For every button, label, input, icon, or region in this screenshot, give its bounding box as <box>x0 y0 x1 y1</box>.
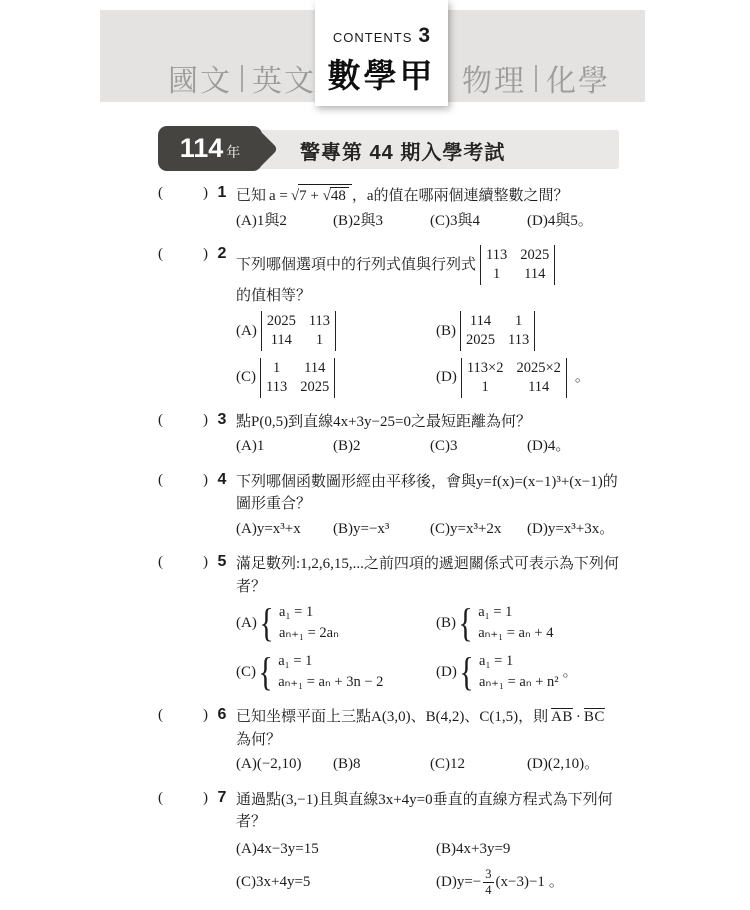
option-suffix: 。 <box>574 369 590 386</box>
subject-label: 英文 <box>252 65 316 98</box>
text-segment: ，a的值在哪兩個連續整數之間？ <box>351 187 569 204</box>
option-d: (D)4與5。 <box>527 212 593 229</box>
option-b: (B)2 <box>333 438 361 455</box>
option-c: (C)3 <box>430 438 458 455</box>
det-cell: 2025 <box>266 313 296 330</box>
case-lines <box>479 651 559 693</box>
determinant <box>260 358 335 398</box>
option-a: (A)y=x³+x <box>236 520 301 537</box>
det-cell: 114 <box>528 378 550 395</box>
text-segment: 7 + <box>299 188 319 204</box>
answer-blank <box>158 789 208 897</box>
year-badge <box>158 126 262 171</box>
subject-label: 化學 <box>546 65 610 98</box>
option-suffix: 。 <box>562 663 578 680</box>
subject-divider <box>535 65 537 92</box>
case-lines <box>279 602 339 644</box>
determinant <box>460 311 535 351</box>
question-number: 7 <box>217 788 227 806</box>
option-d <box>436 358 624 398</box>
paren-open: ( <box>158 789 163 806</box>
question-number: 4 <box>217 470 227 488</box>
det-cell: 2025×2 <box>516 359 561 376</box>
brace: { <box>259 600 274 646</box>
paren-close: ) <box>203 246 208 262</box>
text-segment: 已知 <box>236 187 267 204</box>
exam-title: 警專第 44 期入學考試 <box>300 142 506 164</box>
contents-number: 3 <box>418 24 431 47</box>
option-a: (A)(−2,10) <box>236 756 302 773</box>
option-b: (B)8 <box>333 756 361 773</box>
option-d <box>436 651 624 693</box>
header-subjects-right <box>462 56 610 100</box>
question-text <box>236 245 624 307</box>
determinant <box>261 311 336 351</box>
header-subjects-left <box>168 56 316 100</box>
determinant <box>461 358 567 398</box>
fraction <box>483 867 493 897</box>
case-line: a₁ = 1 <box>479 653 514 670</box>
case-line: aₙ₊₁ = aₙ + n² <box>479 674 559 691</box>
answer-blank <box>158 411 208 458</box>
options-row <box>236 518 624 541</box>
options-row <box>236 753 624 776</box>
case-line: aₙ₊₁ = 2aₙ <box>279 625 339 642</box>
case-line: a₁ = 1 <box>278 653 313 670</box>
question-body <box>236 553 624 693</box>
text-segment: 已知坐標平面上三點A(3,0)、B(4,2)、C(1,5)，則 <box>236 709 549 726</box>
question-body <box>236 471 624 541</box>
det-cell: 2025 <box>300 378 330 395</box>
dot-operator: · <box>575 709 581 726</box>
case-line: a₁ = 1 <box>279 604 314 621</box>
fraction-numerator: 3 <box>485 867 492 882</box>
text-segment: 的值相等？ <box>236 287 312 304</box>
determinant-grid <box>460 311 535 351</box>
option-suffix: 。 <box>548 873 564 890</box>
det-cell: 2025 <box>520 247 550 263</box>
paren-close: ) <box>203 411 208 428</box>
question-text: 滿足數列:1,2,6,15,...之前四項的遞迴關係式可表示為下列何者？ <box>236 556 619 595</box>
det-cell: 114 <box>304 359 326 376</box>
question-number: 1 <box>217 184 227 201</box>
question-number: 3 <box>217 410 227 428</box>
question-body <box>236 411 624 458</box>
det-cell: 1 <box>481 378 489 395</box>
paren-close: ) <box>203 471 208 488</box>
option-b: (B)y=−x³ <box>333 520 390 537</box>
option-b <box>436 602 624 644</box>
brace: { <box>458 600 473 646</box>
paren-open: ( <box>158 411 163 428</box>
option-c: (C)12 <box>430 756 465 773</box>
contents-line <box>333 24 430 48</box>
question-number: 2 <box>217 245 227 262</box>
question-6 <box>158 706 624 776</box>
option-c: (C)3與4 <box>430 212 480 229</box>
vector-ab: $\overline{AB}$ <box>551 709 573 726</box>
det-cell: 113 <box>508 332 530 349</box>
option-c <box>236 358 436 398</box>
option-label: (C) <box>236 663 256 680</box>
contents-label: CONTENTS <box>332 30 413 45</box>
paren-close: ) <box>203 707 208 724</box>
subject-divider <box>241 65 243 92</box>
text-segment: 下列哪個選項中的行列式值與行列式 <box>236 256 477 273</box>
recurrence-cases <box>456 602 553 644</box>
paren-close: ) <box>203 554 208 571</box>
option-a <box>236 311 436 351</box>
case-lines <box>478 602 553 644</box>
math-lhs: a = <box>269 187 288 204</box>
option-d: (D)y=x³+3x。 <box>527 520 615 537</box>
paren-open: ( <box>158 707 163 724</box>
question-number: 5 <box>217 553 227 571</box>
recurrence-cases <box>257 602 339 644</box>
question-4 <box>158 471 624 541</box>
sqrt-sign: √ <box>322 188 330 204</box>
determinant-grid <box>461 358 567 398</box>
option-a <box>236 602 436 644</box>
question-text <box>236 706 624 751</box>
contents-tab <box>315 0 448 106</box>
paren-close: ) <box>203 789 208 806</box>
question-number: 6 <box>217 706 227 724</box>
question-text: 下列哪個函數圖形經由平移後，會與y=f(x)=(x−1)³+(x−1)的圖形重合？ <box>236 473 618 513</box>
option-b <box>436 311 624 351</box>
answer-blank <box>158 553 208 693</box>
option-label: (B) <box>436 322 456 339</box>
det-cell: 1 <box>315 332 324 349</box>
det-cell: 113 <box>308 313 331 330</box>
option-c: (C)y=x³+2x <box>430 520 502 537</box>
question-list <box>158 184 624 910</box>
question-body <box>236 706 624 776</box>
subject-label: 國文 <box>168 65 232 98</box>
options-row <box>236 435 624 458</box>
paren-open: ( <box>158 246 163 262</box>
det-cell: 114 <box>524 265 546 282</box>
option-b: (B)2與3 <box>333 212 383 229</box>
paren-open: ( <box>158 471 163 488</box>
case-line: aₙ₊₁ = aₙ + 3n − 2 <box>278 674 384 691</box>
brace: { <box>258 649 273 695</box>
option-b: (B)4x+3y=9 <box>436 840 511 857</box>
options-grid <box>236 838 624 897</box>
option-label: (A) <box>236 614 257 631</box>
question-body <box>236 245 624 398</box>
option-label: (C) <box>236 369 256 386</box>
det-cell: 113 <box>486 247 508 263</box>
option-a: (A)1 <box>236 438 265 455</box>
determinant-grid <box>261 311 336 351</box>
question-body <box>236 184 624 232</box>
option-label: (A) <box>236 322 257 339</box>
det-cell: 2025 <box>466 332 495 349</box>
question-7 <box>158 789 624 897</box>
answer-blank <box>158 706 208 776</box>
det-cell: 1 <box>514 313 523 330</box>
question-5 <box>158 553 624 693</box>
det-cell: 113×2 <box>466 359 504 376</box>
sqrt-radicand <box>298 184 352 208</box>
recurrence-cases <box>457 651 559 693</box>
det-cell: 1 <box>272 359 281 376</box>
case-line: a₁ = 1 <box>478 604 513 621</box>
vector-bc: $\overline{BC}$ <box>583 709 605 726</box>
sqrt-radicand-inner: 48 <box>330 187 349 204</box>
paren-open: ( <box>158 185 163 201</box>
paren-close: ) <box>203 185 208 201</box>
option-a: (A)1與2 <box>236 212 287 229</box>
det-cell: 114 <box>270 332 292 349</box>
question-text: 點P(0,5)到直線4x+3y−25=0之最短距離為何？ <box>236 413 531 430</box>
det-cell: 113 <box>266 378 288 395</box>
determinant-grid <box>260 358 335 398</box>
option-c: (C)3x+4y=5 <box>236 873 311 890</box>
brace: { <box>459 649 474 695</box>
text-segment: 為何？ <box>236 731 282 748</box>
question-2 <box>158 245 624 398</box>
text-segment: y=− <box>456 873 482 890</box>
option-a: (A)4x−3y=15 <box>236 840 319 857</box>
option-c <box>236 651 436 693</box>
option-label: (D) <box>436 663 457 680</box>
answer-blank <box>158 471 208 541</box>
recurrence-cases <box>256 651 383 693</box>
option-label: (D) <box>436 873 457 890</box>
paren-open: ( <box>158 554 163 571</box>
answer-blank <box>158 245 208 398</box>
case-lines <box>278 651 383 693</box>
determinant <box>480 245 555 285</box>
fraction-denominator: 4 <box>485 882 492 897</box>
option-d <box>436 867 624 897</box>
det-cell: 1 <box>493 265 501 282</box>
sqrt-sign: √ <box>290 187 299 204</box>
question-text <box>236 184 624 208</box>
option-label: (B) <box>436 614 456 631</box>
option-d: (D)4。 <box>527 438 571 455</box>
determinant-grid <box>480 245 555 285</box>
options-grid <box>236 602 624 693</box>
question-3 <box>158 411 624 458</box>
year-unit: 年 <box>226 145 241 161</box>
subject-label: 物理 <box>462 65 526 98</box>
det-cell: 114 <box>469 313 492 330</box>
subject-tab-title: 數學甲 <box>327 57 436 94</box>
answer-blank <box>158 184 208 232</box>
option-label: (D) <box>436 369 457 386</box>
text-segment: (x−3)−1 <box>495 873 545 890</box>
option-d: (D)(2,10)。 <box>527 756 600 773</box>
options-row <box>236 210 624 233</box>
year-number: 114 <box>179 133 224 163</box>
options-grid <box>236 311 624 397</box>
question-1 <box>158 184 624 232</box>
case-line: aₙ₊₁ = aₙ + 4 <box>478 625 554 642</box>
question-body <box>236 789 624 897</box>
question-text: 通過點(3,−1)且與直線3x+4y=0垂直的直線方程式為下列何者？ <box>236 791 613 831</box>
